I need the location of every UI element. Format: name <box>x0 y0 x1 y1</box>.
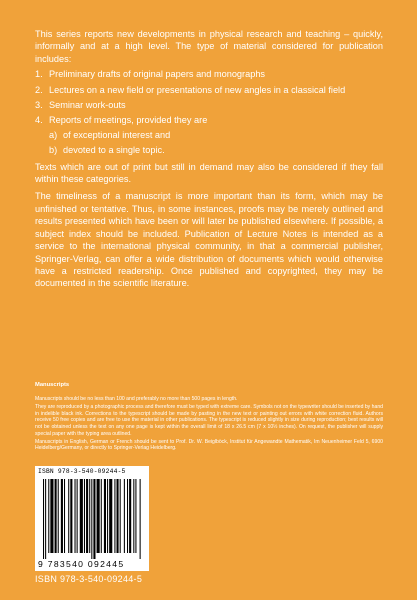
manuscripts-heading: Manuscripts <box>35 382 70 388</box>
barcode-bar <box>58 479 59 553</box>
barcode-isbn-text: ISBN 978-3-540-09244-5 <box>38 468 126 475</box>
barcode-bar <box>86 479 88 553</box>
barcode-digits: 9 783540 092445 <box>38 559 125 569</box>
barcode-bar <box>133 479 134 553</box>
barcode-bar <box>127 479 128 553</box>
out-of-print-paragraph: Texts which are out of print but still in demand may also be considered if they fall within these categories. <box>35 161 383 185</box>
sub-list-item-text: devoted to a single topic. <box>63 145 165 156</box>
description-text <box>35 28 383 290</box>
barcode-bar <box>117 479 119 553</box>
barcode-label <box>35 466 149 571</box>
sub-list-item <box>49 129 383 141</box>
barcode-bar <box>50 479 53 553</box>
list-item-text: Lectures on a new field or presentations of new angles in a classical field <box>49 84 346 95</box>
list-item-text: Preliminary drafts of original papers and monographs <box>49 69 266 80</box>
list-item-text: Seminar work-outs <box>49 100 126 111</box>
manuscripts-submission-paragraph: Manuscripts in English, German or French should be sent to Prof. Dr. W. Beiglböck, Institut für Angewandte Mathematik, Im Neuenheimer Feld 5, 6900 Heidelberg/Germany, or directly to Springer-Verlag Heidelberg. <box>35 438 383 452</box>
list-number: 3. <box>35 100 43 111</box>
barcode-bar <box>77 479 78 553</box>
list-item <box>35 68 383 80</box>
barcode-bar <box>45 479 46 559</box>
barcode-bar <box>107 479 108 553</box>
barcode-bar <box>101 479 102 553</box>
sub-list-item-text: of exceptional interest and <box>63 129 171 140</box>
barcode-bar <box>89 479 90 553</box>
barcode-bar <box>64 479 65 553</box>
list-number: 2. <box>35 84 43 95</box>
sub-list-letter: b) <box>49 145 58 156</box>
list-item-text: Reports of meetings, provided they are <box>49 115 208 126</box>
barcode-bar <box>114 479 115 553</box>
barcode-bar <box>70 479 72 553</box>
barcode-bar <box>80 479 83 553</box>
barcode-image <box>40 479 144 559</box>
list-item <box>35 84 383 96</box>
barcode-bar <box>109 479 112 553</box>
manuscripts-typing-paragraph: They are reproduced by a photographic process and therefore must be typed with extreme care. Symbols not on the typewriter should be inserted by hand in indelible black ink. Corrections to the typescript should be made by pasting in the new text or painting out errors with white correction fluid. Authors receive 50 free copies and are free to use the material in other publications. The typescript is reduced slightly in size during reproduction; best results will not be obtained unless the text on any one page is kept within the overall limit of 18 x 26.5 cm (7 x 10½ inches). On request, the publisher will supply special paper with the typing area outlined. <box>35 404 383 437</box>
intro-paragraph: This series reports new developments in physical research and teaching – quickly, informally and at a high level. The type of material considered for publication includes: <box>35 29 383 64</box>
manuscripts-text <box>35 396 383 454</box>
barcode-bar <box>93 479 95 559</box>
list-number: 1. <box>35 69 43 80</box>
isbn-number: ISBN 978-3-540-09244-5 <box>35 574 143 584</box>
barcode-bar <box>97 479 100 553</box>
barcode-bar <box>61 479 63 553</box>
barcode-bar <box>75 479 76 553</box>
sub-list <box>49 129 383 157</box>
barcode-bar <box>55 479 57 553</box>
sub-list-item <box>49 144 383 156</box>
barcode-bar <box>120 479 121 553</box>
barcode-bar <box>43 479 44 559</box>
barcode-bar <box>129 479 131 553</box>
barcode-bar <box>140 479 141 559</box>
barcode-bar <box>91 479 92 559</box>
list-item <box>35 99 383 111</box>
barcode-bar <box>124 479 125 553</box>
material-list <box>35 68 383 156</box>
manuscripts-length-paragraph: Manuscripts should be no less than 100 and preferably no more than 500 pages in length. <box>35 396 238 402</box>
barcode-bar <box>68 479 69 553</box>
list-number: 4. <box>35 115 43 126</box>
barcode-bar <box>84 479 85 553</box>
sub-list-letter: a) <box>49 129 58 140</box>
timeliness-paragraph: The timeliness of a manuscript is more important than its form, which may be unfinished or tentative. Thus, in some instances, proofs may be merely outlined and results presented which have been or will later be published elsewhere. If possible, a subject index should be included. Publication of Lecture Notes is intended as a service to the international physical community, in that a commercial publisher, Springer-Verlag, can offer a wide distribution of documents which would otherwise have a restricted readership. Once published and copyrighted, they may be documented in the scientific literature. <box>35 191 383 289</box>
list-item <box>35 114 383 156</box>
barcode-bar <box>104 479 106 553</box>
barcode-bar <box>48 479 49 553</box>
barcode-bar <box>135 479 136 553</box>
